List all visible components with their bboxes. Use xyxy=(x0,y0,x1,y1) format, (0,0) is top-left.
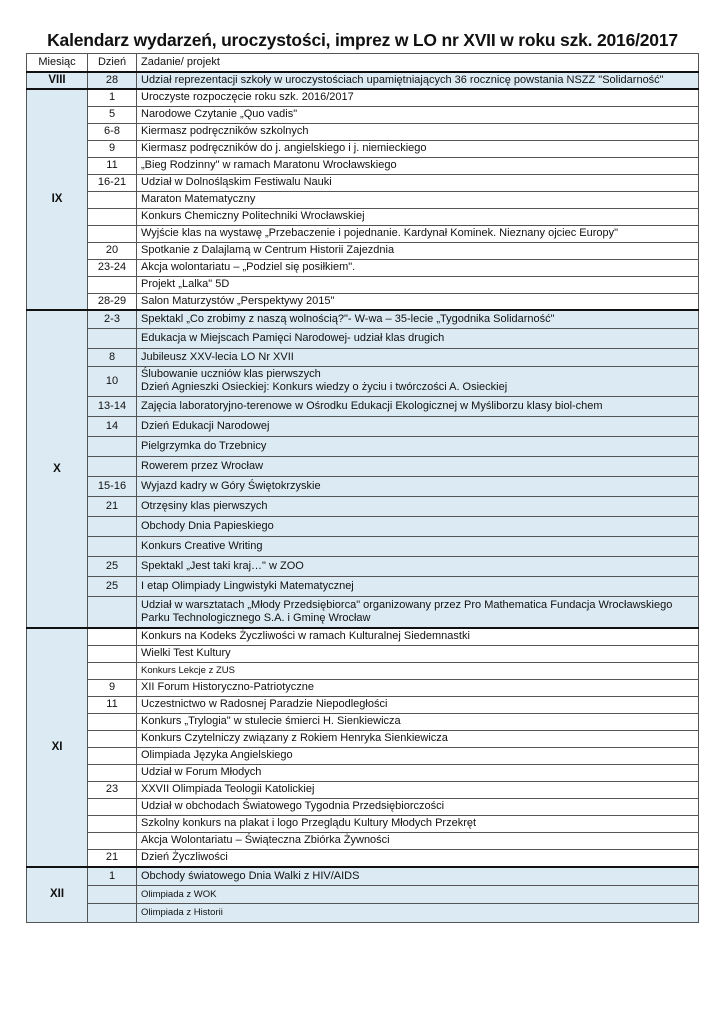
table-row xyxy=(27,903,699,922)
task-cell: Konkurs na Kodeks Życzliwości w ramach Kulturalnej Siedemnastki xyxy=(137,628,699,645)
day-cell: 25 xyxy=(88,576,137,596)
task-cell: Olimpiada z WOK xyxy=(137,885,699,903)
day-cell: 21 xyxy=(88,849,137,867)
table-row xyxy=(27,191,699,208)
task-cell: „Bieg Rodzinny" w ramach Maratonu Wrocławskiego xyxy=(137,157,699,174)
table-row xyxy=(27,645,699,662)
table-row xyxy=(27,456,699,476)
day-cell xyxy=(88,662,137,679)
day-cell xyxy=(88,436,137,456)
table-row xyxy=(27,516,699,536)
day-cell xyxy=(88,713,137,730)
table-row xyxy=(27,628,699,645)
day-cell xyxy=(88,191,137,208)
table-row xyxy=(27,208,699,225)
task-cell: Maraton Matematyczny xyxy=(137,191,699,208)
task-cell: Udział w obchodach Światowego Tygodnia Przedsiębiorczości xyxy=(137,798,699,815)
task-cell: Dzień Edukacji Narodowej xyxy=(137,416,699,436)
day-cell: 15-16 xyxy=(88,476,137,496)
month-cell: XII xyxy=(27,867,88,922)
day-cell: 11 xyxy=(88,157,137,174)
day-cell: 23 xyxy=(88,781,137,798)
table-row xyxy=(27,556,699,576)
table-row xyxy=(27,576,699,596)
task-cell: Dzień Życzliwości xyxy=(137,849,699,867)
table-row xyxy=(27,436,699,456)
day-cell xyxy=(88,596,137,628)
day-cell: 8 xyxy=(88,348,137,366)
day-cell: 1 xyxy=(88,89,137,106)
task-cell: Salon Maturzystów „Perspektywy 2015" xyxy=(137,293,699,310)
table-row xyxy=(27,476,699,496)
table-row xyxy=(27,696,699,713)
header-row xyxy=(27,54,699,73)
task-cell: Udział w warsztatach „Młody Przedsiębiorca" organizowany przez Pro Mathematica Fundacja Wrocławskiego Parku Technologicznego S.A. i Gminę Wrocław xyxy=(137,596,699,628)
header-task: Zadanie/ projekt xyxy=(137,54,699,73)
table-row xyxy=(27,713,699,730)
calendar-body xyxy=(27,72,699,922)
table-row xyxy=(27,242,699,259)
day-cell xyxy=(88,225,137,242)
task-cell: Olimpiada z Historii xyxy=(137,903,699,922)
task-cell: Kiermasz podręczników do j. angielskiego i j. niemieckiego xyxy=(137,140,699,157)
task-cell: Narodowe Czytanie „Quo vadis" xyxy=(137,106,699,123)
table-row xyxy=(27,174,699,191)
day-cell xyxy=(88,903,137,922)
task-cell: I etap Olimpiady Lingwistyki Matematycznej xyxy=(137,576,699,596)
day-cell xyxy=(88,730,137,747)
day-cell: 11 xyxy=(88,696,137,713)
day-cell xyxy=(88,885,137,903)
table-row xyxy=(27,276,699,293)
day-cell: 9 xyxy=(88,140,137,157)
task-cell: Udział w Forum Młodych xyxy=(137,764,699,781)
day-cell xyxy=(88,747,137,764)
table-row xyxy=(27,867,699,885)
task-cell: Zajęcia laboratoryjno-terenowe w Ośrodku Edukacji Ekologicznej w Myśliborzu klasy biol-chem xyxy=(137,396,699,416)
day-cell: 10 xyxy=(88,366,137,396)
day-cell xyxy=(88,208,137,225)
page-title: Kalendarz wydarzeń, uroczystości, imprez w LO nr XVII w roku szk. 2016/2017 xyxy=(47,30,678,50)
day-cell xyxy=(88,456,137,476)
table-row xyxy=(27,849,699,867)
day-cell xyxy=(88,536,137,556)
day-cell xyxy=(88,764,137,781)
task-cell: Uczestnictwo w Radosnej Paradzie Niepodległości xyxy=(137,696,699,713)
task-cell: XII Forum Historyczno-Patriotyczne xyxy=(137,679,699,696)
task-cell: Projekt „Lalka" 5D xyxy=(137,276,699,293)
table-row xyxy=(27,225,699,242)
task-cell: Rowerem przez Wrocław xyxy=(137,456,699,476)
task-cell: Konkurs Creative Writing xyxy=(137,536,699,556)
task-cell: Obchody Dnia Papieskiego xyxy=(137,516,699,536)
month-cell: VIII xyxy=(27,72,88,89)
table-row xyxy=(27,106,699,123)
table-row xyxy=(27,140,699,157)
day-cell: 16-21 xyxy=(88,174,137,191)
table-row xyxy=(27,662,699,679)
calendar-table xyxy=(26,53,699,923)
day-cell xyxy=(88,645,137,662)
day-cell: 2-3 xyxy=(88,310,137,328)
table-row xyxy=(27,259,699,276)
task-cell: Udział w Dolnośląskim Festiwalu Nauki xyxy=(137,174,699,191)
table-row xyxy=(27,348,699,366)
table-row xyxy=(27,764,699,781)
table-row xyxy=(27,123,699,140)
table-row xyxy=(27,416,699,436)
header-month: Miesiąc xyxy=(27,54,88,73)
task-cell: Spektakl „Jest taki kraj…" w ZOO xyxy=(137,556,699,576)
task-cell: Konkurs Lekcje z ZUS xyxy=(137,662,699,679)
task-cell: Udział reprezentacji szkoły w uroczystościach upamiętniających 36 rocznicę powstania NSZZ "Solidarność" xyxy=(137,72,699,89)
task-cell: Pielgrzymka do Trzebnicy xyxy=(137,436,699,456)
day-cell xyxy=(88,832,137,849)
day-cell xyxy=(88,328,137,348)
day-cell: 14 xyxy=(88,416,137,436)
task-cell: Obchody światowego Dnia Walki z HIV/AIDS xyxy=(137,867,699,885)
month-cell: XI xyxy=(27,628,88,867)
table-row xyxy=(27,396,699,416)
table-row xyxy=(27,730,699,747)
table-row xyxy=(27,747,699,764)
table-row xyxy=(27,885,699,903)
day-cell: 28 xyxy=(88,72,137,89)
header-day: Dzień xyxy=(88,54,137,73)
day-cell xyxy=(88,516,137,536)
task-cell: Edukacja w Miejscach Pamięci Narodowej- udział klas drugich xyxy=(137,328,699,348)
task-cell: Wielki Test Kultury xyxy=(137,645,699,662)
task-cell: Konkurs Czytelniczy związany z Rokiem Henryka Sienkiewicza xyxy=(137,730,699,747)
day-cell xyxy=(88,628,137,645)
table-row xyxy=(27,832,699,849)
day-cell: 9 xyxy=(88,679,137,696)
day-cell xyxy=(88,276,137,293)
table-row xyxy=(27,781,699,798)
table-row xyxy=(27,328,699,348)
task-cell: Spotkanie z Dalajlamą w Centrum Historii Zajezdnia xyxy=(137,242,699,259)
day-cell: 28-29 xyxy=(88,293,137,310)
task-cell: Konkurs „Trylogia" w stulecie śmierci H. Sienkiewicza xyxy=(137,713,699,730)
task-cell: Otrzęsiny klas pierwszych xyxy=(137,496,699,516)
table-row xyxy=(27,366,699,396)
task-cell: Wyjazd kadry w Góry Świętokrzyskie xyxy=(137,476,699,496)
table-row xyxy=(27,798,699,815)
table-row xyxy=(27,72,699,89)
day-cell: 6-8 xyxy=(88,123,137,140)
table-row xyxy=(27,293,699,310)
table-row xyxy=(27,89,699,106)
table-row xyxy=(27,157,699,174)
month-cell: X xyxy=(27,310,88,628)
day-cell: 5 xyxy=(88,106,137,123)
task-cell: Spektakl „Co zrobimy z naszą wolnością?"- W-wa – 35-lecie „Tygodnika Solidarność" xyxy=(137,310,699,328)
task-cell: Wyjście klas na wystawę „Przebaczenie i pojednanie. Kardynał Kominek. Nieznany ojciec Europy" xyxy=(137,225,699,242)
table-row xyxy=(27,596,699,628)
table-row xyxy=(27,536,699,556)
day-cell xyxy=(88,798,137,815)
task-cell: Ślubowanie uczniów klas pierwszych Dzień Agnieszki Osieckiej: Konkurs wiedzy o życiu i twórczości A. Osieckiej xyxy=(137,366,699,396)
task-cell: Akcja Wolontariatu – Świąteczna Zbiórka Żywności xyxy=(137,832,699,849)
month-cell: IX xyxy=(27,89,88,310)
day-cell: 13-14 xyxy=(88,396,137,416)
task-cell: Uroczyste rozpoczęcie roku szk. 2016/2017 xyxy=(137,89,699,106)
table-row xyxy=(27,310,699,328)
task-cell: Szkolny konkurs na plakat i logo Przeglądu Kultury Młodych Przekręt xyxy=(137,815,699,832)
day-cell: 25 xyxy=(88,556,137,576)
day-cell: 23-24 xyxy=(88,259,137,276)
task-cell: Akcja wolontariatu – „Podziel się posiłkiem". xyxy=(137,259,699,276)
table-row xyxy=(27,679,699,696)
table-row xyxy=(27,496,699,516)
task-cell: Kiermasz podręczników szkolnych xyxy=(137,123,699,140)
task-cell: Konkurs Chemiczny Politechniki Wrocławskiej xyxy=(137,208,699,225)
task-cell: XXVII Olimpiada Teologii Katolickiej xyxy=(137,781,699,798)
day-cell: 20 xyxy=(88,242,137,259)
task-cell: Jubileusz XXV-lecia LO Nr XVII xyxy=(137,348,699,366)
table-row xyxy=(27,815,699,832)
task-cell: Olimpiada Języka Angielskiego xyxy=(137,747,699,764)
day-cell xyxy=(88,815,137,832)
day-cell: 21 xyxy=(88,496,137,516)
day-cell: 1 xyxy=(88,867,137,885)
